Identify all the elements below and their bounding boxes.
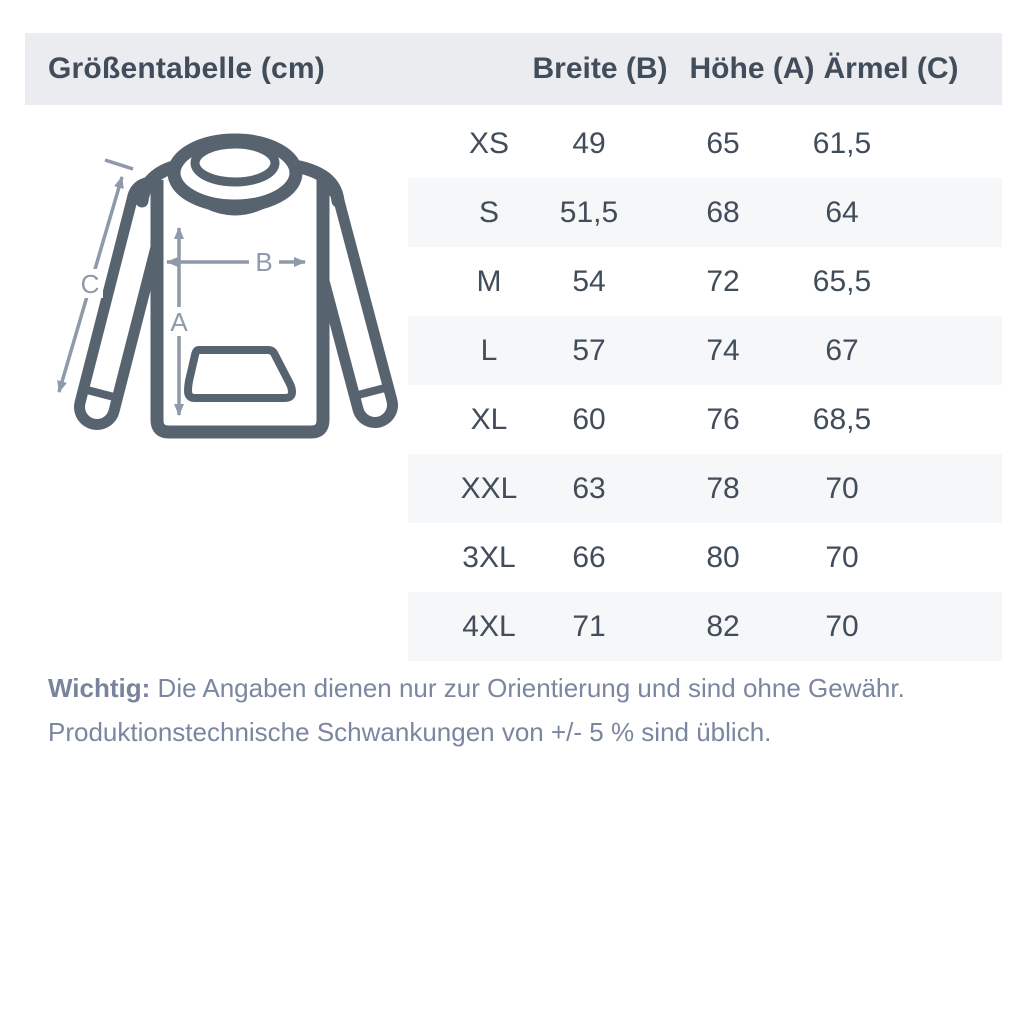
disclaimer-line-1 <box>48 666 978 710</box>
hoehe-value: 65 <box>706 126 740 160</box>
sleeve-arrow-c-tick <box>105 160 133 169</box>
disclaimer-line-2: Produktionstechnische Schwankungen von +/- 5 % sind üblich. <box>48 717 772 747</box>
hoodie-measurement-diagram <box>45 128 405 458</box>
dimension-label-c: C <box>80 269 100 299</box>
hoehe-value: 74 <box>706 333 740 367</box>
size-label: XS <box>468 126 510 160</box>
hoodie-outline-drawing <box>87 140 385 432</box>
hoehe-value: 82 <box>706 609 740 643</box>
aermel-value: 65,5 <box>812 264 872 298</box>
breite-value: 71 <box>572 609 606 643</box>
hood-opening <box>195 144 275 182</box>
hoehe-value: 76 <box>706 402 740 436</box>
size-label: 4XL <box>462 609 516 643</box>
aermel-value: 70 <box>825 471 859 505</box>
size-row-xs <box>408 109 1002 178</box>
important-label: Wichtig: <box>48 673 151 703</box>
size-row-l <box>408 316 1002 385</box>
page-title: Größentabelle (cm) <box>48 52 325 85</box>
breite-value: 66 <box>572 540 606 574</box>
size-table <box>408 109 1002 661</box>
column-header-aermel: Ärmel (C) <box>823 52 959 85</box>
column-header-breite: Breite (B) <box>532 52 668 85</box>
breite-value: 54 <box>572 264 606 298</box>
size-row-4xl <box>408 592 1002 661</box>
breite-value: 49 <box>572 126 606 160</box>
aermel-value: 64 <box>825 195 859 229</box>
size-row-xxl <box>408 454 1002 523</box>
column-header-hoehe: Höhe (A) <box>689 52 815 85</box>
size-row-3xl <box>408 523 1002 592</box>
kangaroo-pocket <box>188 350 292 398</box>
aermel-value: 68,5 <box>812 402 872 436</box>
breite-value: 63 <box>572 471 606 505</box>
size-row-s <box>408 178 1002 247</box>
dimension-label-b: B <box>255 247 273 277</box>
size-label: M <box>476 264 502 298</box>
size-label: L <box>480 333 498 367</box>
disclaimer-note <box>48 666 978 754</box>
size-row-xl <box>408 385 1002 454</box>
size-row-m <box>408 247 1002 316</box>
aermel-value: 70 <box>825 540 859 574</box>
aermel-value: 61,5 <box>812 126 872 160</box>
table-header-band <box>25 33 1002 105</box>
aermel-value: 67 <box>825 333 859 367</box>
hoehe-value: 78 <box>706 471 740 505</box>
dimension-label-a: A <box>170 307 188 337</box>
breite-value: 57 <box>572 333 606 367</box>
size-label: XL <box>470 402 508 436</box>
size-label: XXL <box>460 471 518 505</box>
hoehe-value: 68 <box>706 195 740 229</box>
breite-value: 60 <box>572 402 606 436</box>
disclaimer-text-1: Die Angaben dienen nur zur Orientierung und sind ohne Gewähr. <box>157 673 905 703</box>
hoehe-value: 80 <box>706 540 740 574</box>
breite-value: 51,5 <box>559 195 619 229</box>
size-label: S <box>478 195 500 229</box>
hoehe-value: 72 <box>706 264 740 298</box>
aermel-value: 70 <box>825 609 859 643</box>
size-label: 3XL <box>462 540 516 574</box>
